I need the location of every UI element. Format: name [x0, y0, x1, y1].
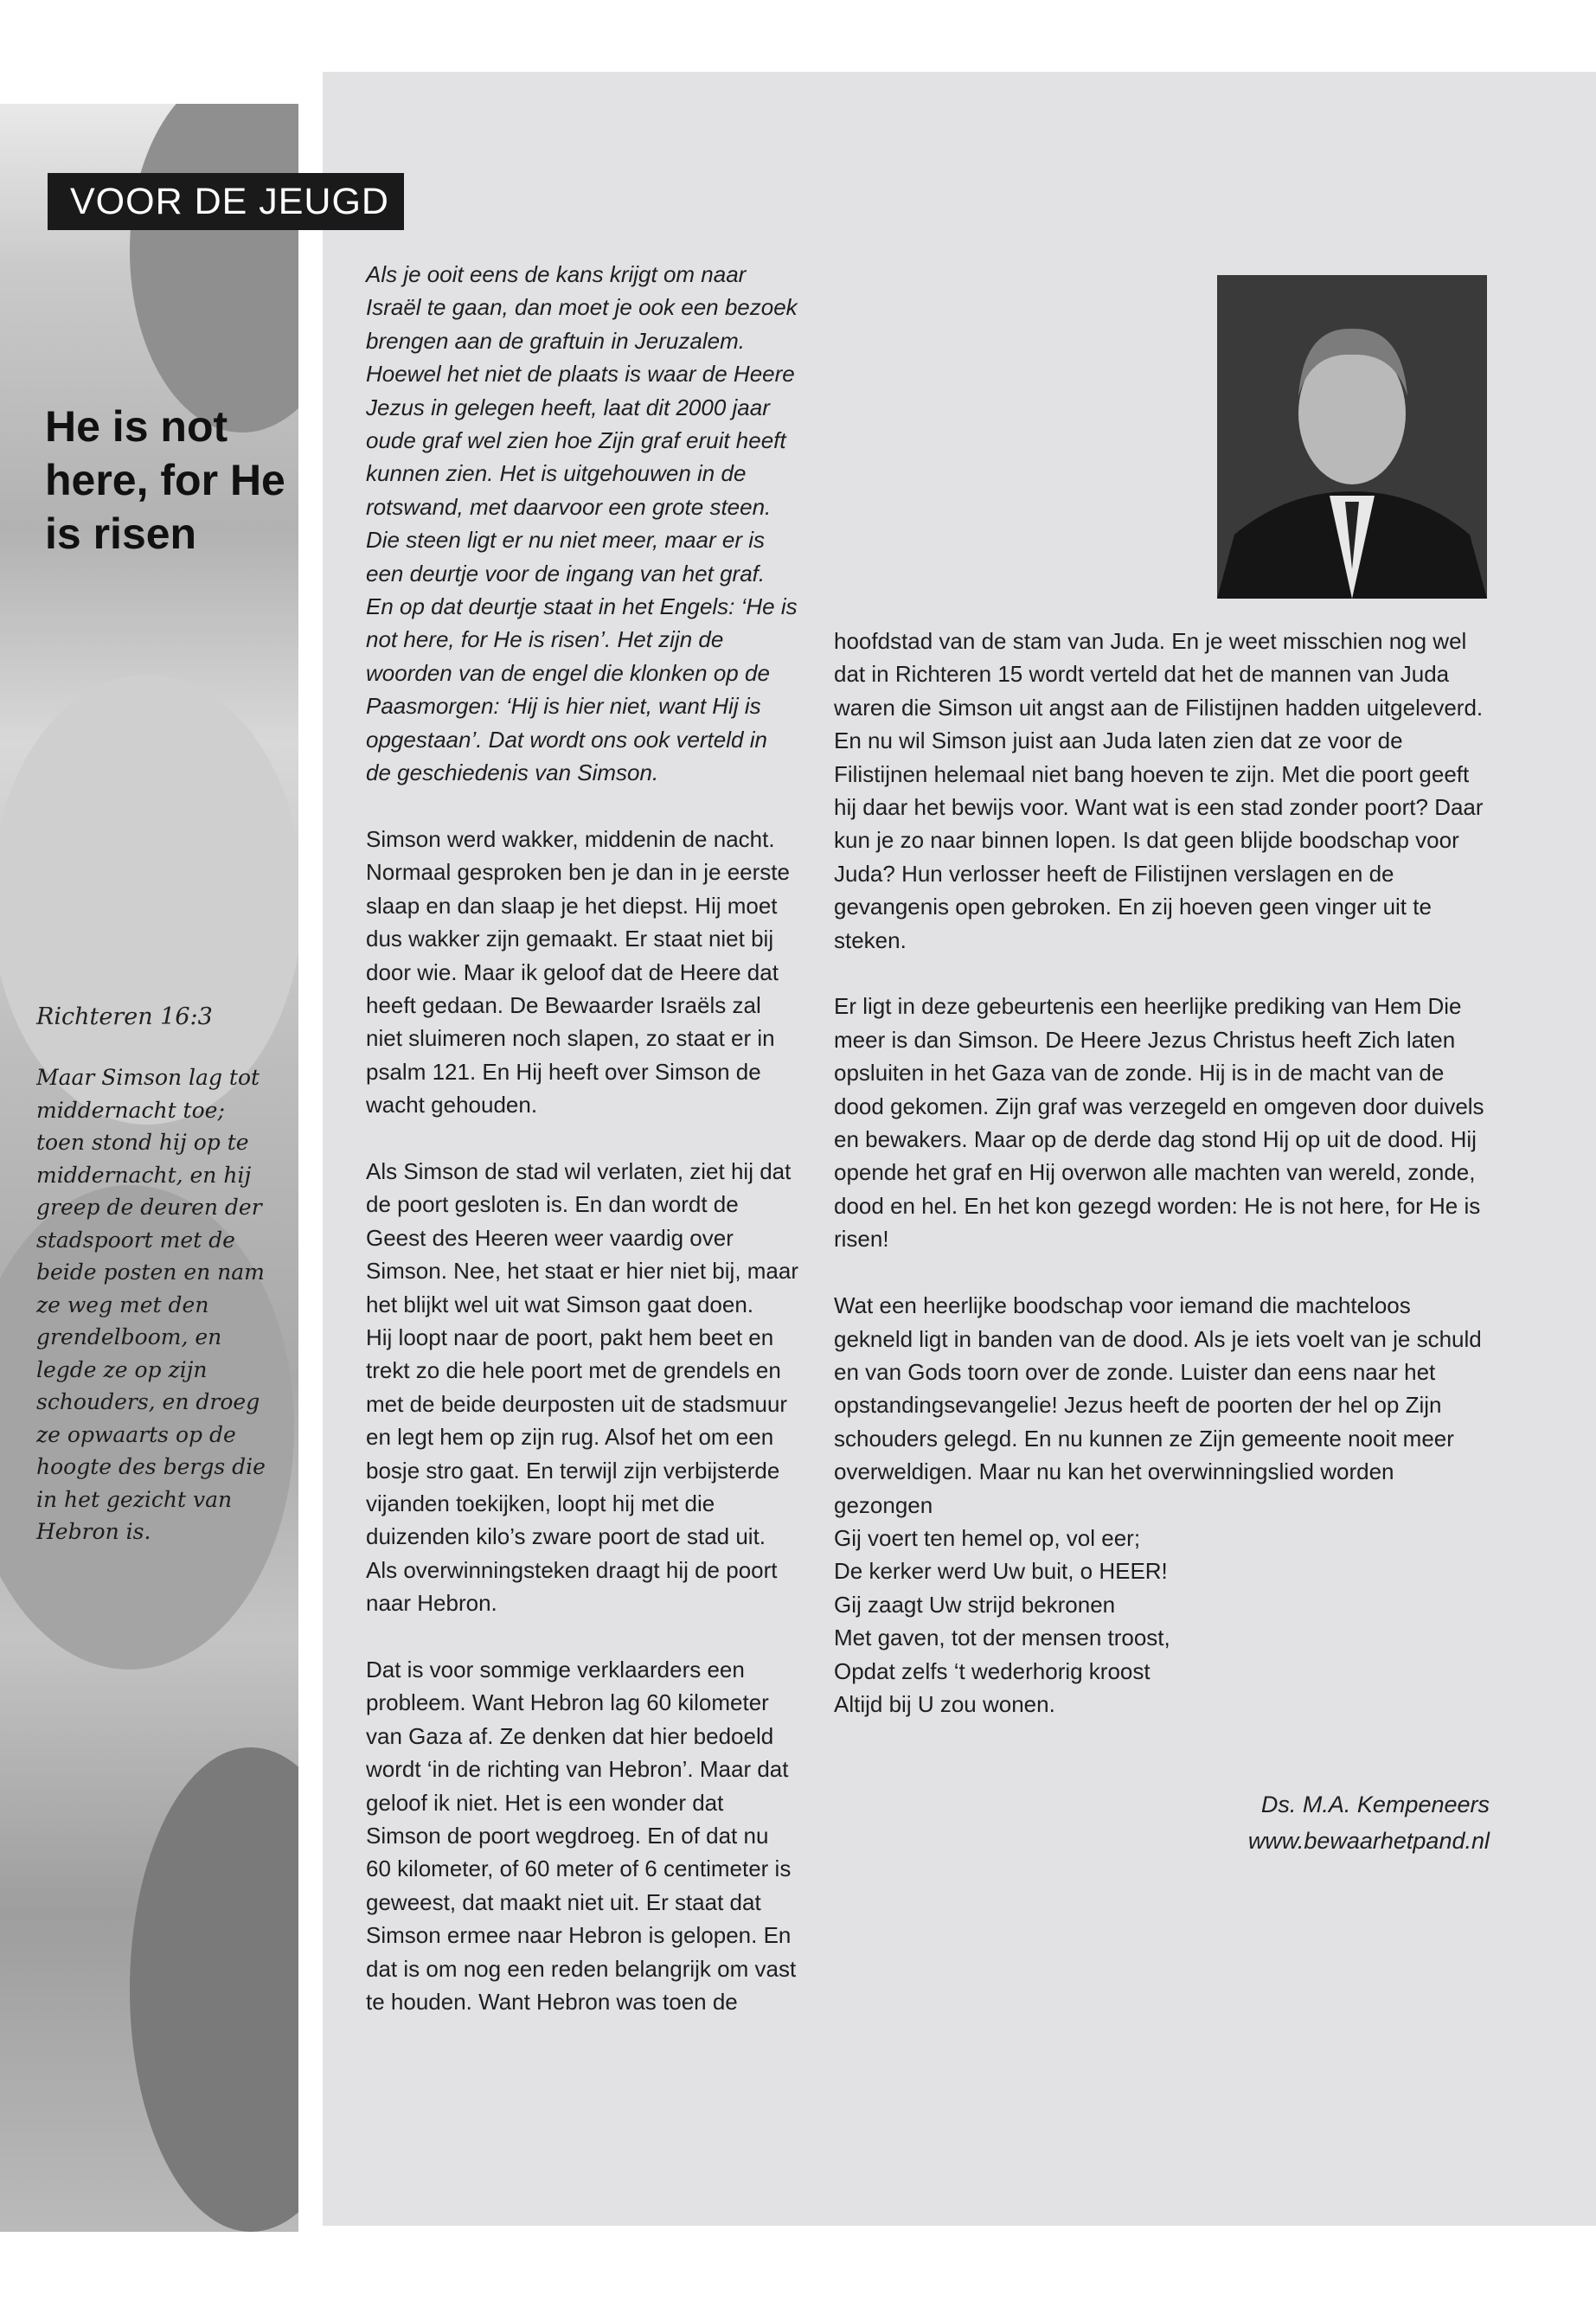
author-signature [1168, 1786, 1490, 1859]
paragraph: Als Simson de stad wil verlaten, ziet hij dat de poort gesloten is. En dan wordt de Geest des Heeren weer vaardig over Simson. Nee, het staat er hier niet bij, maar het blijkt wel uit wat Simson gaat doen. [366, 1157, 799, 1317]
photo-face-4 [130, 1747, 298, 2232]
photo-face-2 [0, 675, 298, 1125]
intro-paragraph: Als je ooit eens de kans krijgt om naar Israël te gaan, dan moet je ook een bezoek brengen aan de graftuin in Jeruzalem. Hoewel het niet de plaats is waar de Heere Jezus in gelegen heeft, laat dit 2000 jaar oude graf wel zien hoe Zijn graf eruit heeft kunnen zien. Het is uitgehouwen in de rotswand, met daarvoor een grote steen. Die steen ligt er nu niet meer, maar er is een deurtje voor de ingang van het graf. En op dat deurtje staat in het Engels: ‘He is not here, for He is risen’. Het zijn de woorden van de engel die klonken op de Paasmorgen: ‘Hij is hier niet, want Hij is opgestaan’. Dat wordt ons ook verteld in de geschiedenis van Simson. [366, 261, 798, 786]
scripture-text: Maar Simson lag tot middernacht toe; toen stond hij op te middernacht, en hij greep de deuren der stadspoort met de beide posten en nam ze weg met den grendelboom, en legde ze op zijn schouders, en droeg ze opwaarts op de hoogte des bergs die in het gezicht van Hebron is. [36, 1065, 266, 1544]
article-column-2 [834, 625, 1491, 1754]
paragraph: Hij loopt naar de poort, pakt hem beet en trekt zo die hele poort met de grendels en met de beide deurposten uit de stadsmuur en legt hem op zijn rug. Alsof het om een bosje stro gaat. En terwijl zijn verbijsterde vijanden toekijken, loopt hij met die duizenden kilo’s zware poort de stad uit. Als overwinningsteken draagt hij de poort naar Hebron. [366, 1324, 788, 1617]
section-label: VOOR DE JEUGD [48, 173, 404, 230]
article-column-1 [366, 258, 798, 2052]
psalm-verse: Gij voert ten hemel op, vol eer; De kerker werd Uw buit, o HEER! Gij zaagt Uw strijd bekronen Met gaven, tot der mensen troost, Opdat zelfs ‘t wederhorig kroost Altijd bij U zou wonen. [834, 1524, 1170, 1717]
paragraph: hoofdstad van de stam van Juda. En je weet misschien nog wel dat in Richteren 15 wordt verteld dat het de mannen van Juda waren die Simson uit angst aan de Filistijnen hadden uitgeleverd. En nu wil Simson juist aan Juda laten zien dat ze voor de Filistijnen helemaal niet bang hoeven te zijn. Met die poort geeft hij daar het bewijs voor. Want wat is een stad zonder poort? Daar kun je zo naar binnen lopen. Is dat geen blijde boodschap voor Juda? Hun verlosser heeft de Filistijnen verslagen en de gevangenis open gebroken. En zij hoeven geen vinger uit te steken. [834, 628, 1484, 953]
author-photo [1217, 275, 1487, 599]
author-portrait-icon [1217, 275, 1487, 599]
paragraph: Wat een heerlijke boodschap voor iemand die machteloos gekneld ligt in banden van de dood. Als je iets voelt van je schuld en van Gods toorn over de zonde. Luister dan eens naar het opstandingsevangelie! Jezus heeft de poorten der hel op Zijn schouders gelegd. En nu kunnen ze Zijn gemeente nooit meer overweldigen. Maar nu kan het overwinningslied worden gezongen [834, 1292, 1482, 1518]
article-headline: He is not here, for He is risen [45, 402, 285, 558]
scripture-reference: Richteren 16:3 [36, 1003, 213, 1030]
paragraph: Er ligt in deze gebeurtenis een heerlijke prediking van Hem Die meer is dan Simson. De Heere Jezus Christus heeft Zich laten opsluiten in het Gaza van de zonde. Hij is in de macht van de dood gekomen. Zijn graf was verzegeld en omgeven door duivels en bewakers. Maar op de derde dag stond Hij op uit de dood. Hij opende het graf en Hij overwon alle machten van wereld, zonde, dood en hel. En het kon gezegd worden: He is not here, for He is risen! [834, 993, 1484, 1253]
photo-face-1 [130, 104, 298, 433]
author-name: Ds. M.A. Kempeneers [1260, 1791, 1490, 1817]
paragraph: Dat is voor sommige verklaarders een probleem. Want Hebron lag 60 kilometer van Gaza af. Ze denken dat hier bedoeld wordt ‘in de richting van Hebron’. Maar dat geloof ik niet. Het is een wonder dat Simson de poort wegdroeg. En of dat nu 60 kilometer, of 60 meter of 6 centimeter is geweest, dat maakt niet uit. Er staat dat Simson ermee naar Hebron is gelopen. En dat is om nog een reden belangrijk om vast te houden. Want Hebron was toen de [366, 1657, 797, 2016]
author-website-link[interactable]: www.bewaarhetpand.nl [1247, 1828, 1490, 1854]
paragraph: Simson werd wakker, middenin de nacht. Normaal gesproken ben je dan in je eerste slaap en dan slaap je het diepst. Hij moet dus wakker zijn gemaakt. Er staat niet bij door wie. Maar ik geloof dat de Heere dat heeft gedaan. De Bewaarder Israëls zal niet sluimeren noch slapen, zo staat er in psalm 121. En Hij heeft over Simson de wacht gehouden. [366, 825, 790, 1118]
